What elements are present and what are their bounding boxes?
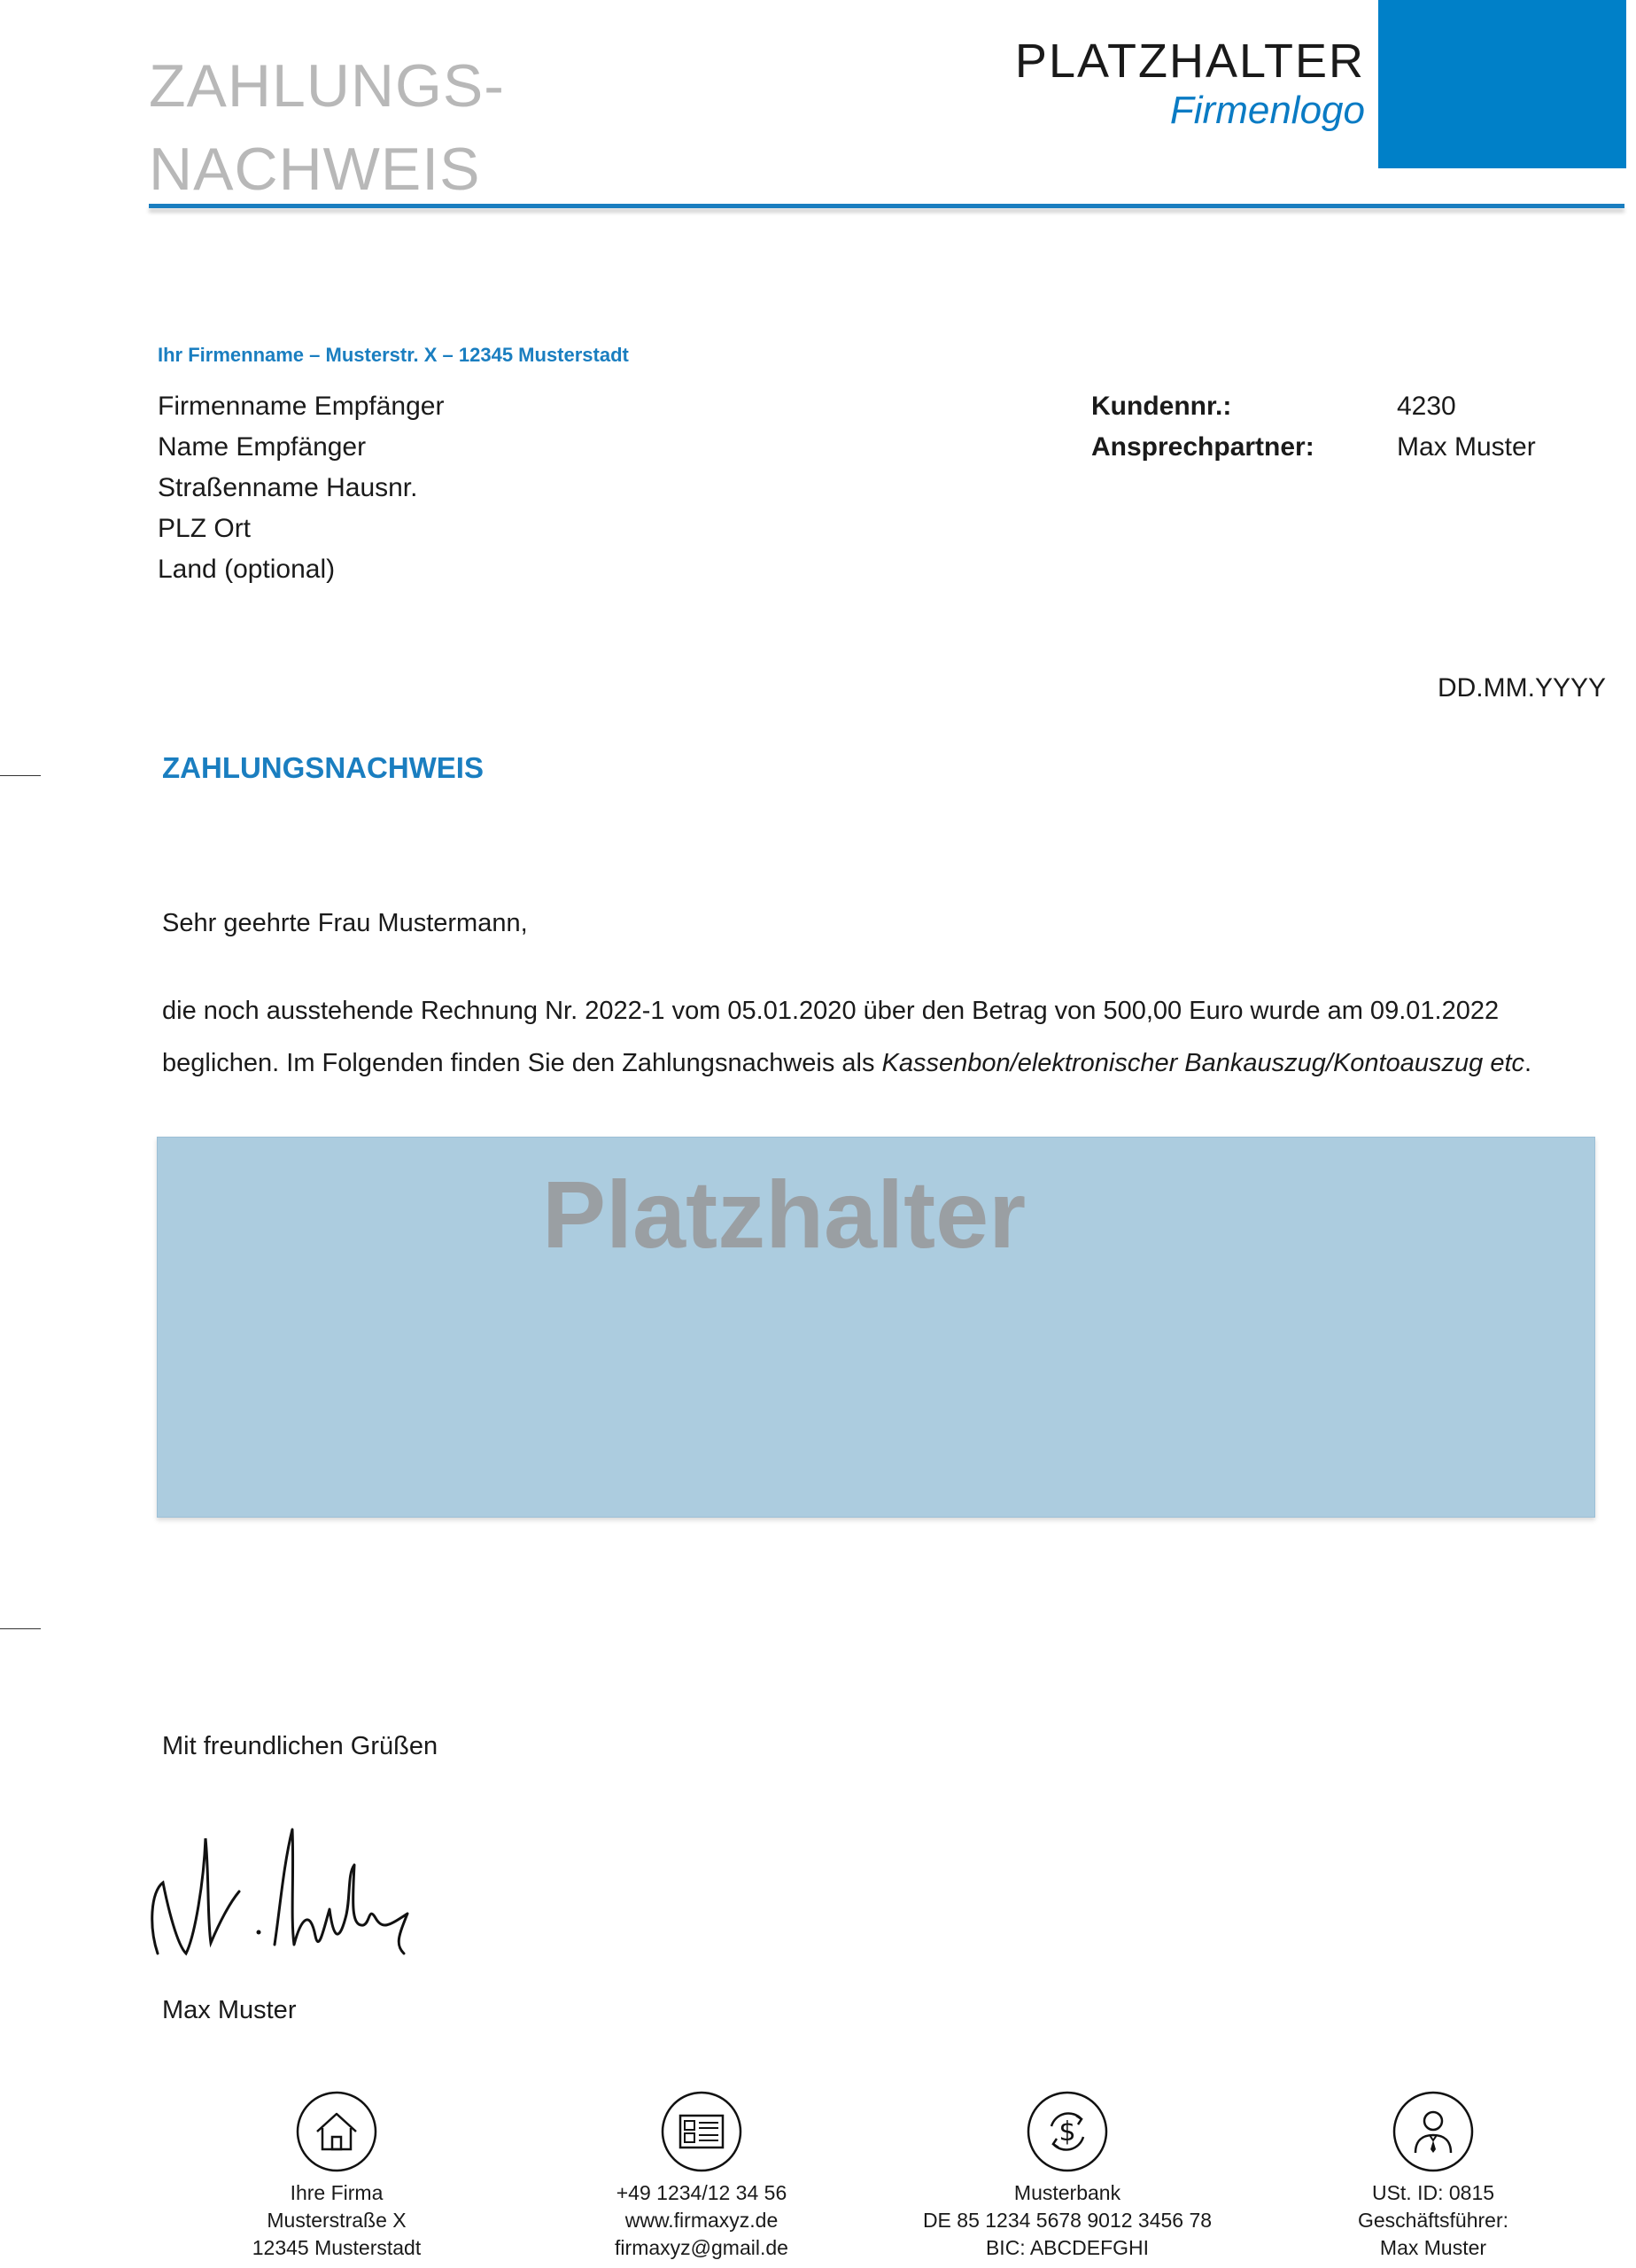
- svg-text:$: $: [1058, 2117, 1076, 2148]
- recipient-company: Firmenname Empfänger: [158, 392, 445, 421]
- recipient-city: PLZ Ort: [158, 514, 252, 543]
- signature: [142, 1821, 425, 1980]
- footer-bank-line-2: DE 85 1234 5678 9012 3456 78: [922, 2209, 1213, 2232]
- footer-legal-line-2: Geschäftsführer:: [1357, 2209, 1509, 2232]
- placeholder-label: Platzhalter: [542, 1161, 1027, 1268]
- contact-person-value: Max Muster: [1397, 432, 1536, 462]
- footer-contact: [516, 2091, 888, 2262]
- house-icon: [296, 2091, 377, 2172]
- footer-legal-line-3: Max Muster: [1379, 2236, 1487, 2259]
- footer-legal: [1247, 2091, 1619, 2262]
- closing: Mit freundlichen Grüßen: [162, 1732, 438, 1760]
- fold-mark-bottom: [0, 1628, 41, 1629]
- dollar-exchange-icon: [1027, 2091, 1108, 2172]
- body-line-2-end: .: [1524, 1049, 1532, 1077]
- contact-card-icon: [661, 2091, 742, 2172]
- signer-name: Max Muster: [162, 1996, 297, 2024]
- logo-main-text: PLATZHALTER: [1014, 35, 1365, 88]
- businessman-icon: [1392, 2091, 1474, 2172]
- body-line-2-italic: Kassenbon/elektronischer Bankauszug/Kontoauszug etc: [881, 1049, 1524, 1077]
- footer-bank-line-1: Musterbank: [1013, 2181, 1121, 2204]
- recipient-name: Name Empfänger: [158, 432, 367, 462]
- fold-mark-top: [0, 775, 41, 776]
- document-title-line-1: ZAHLUNGS-: [149, 52, 505, 120]
- customer-number-value: 4230: [1397, 392, 1456, 421]
- recipient-street: Straßenname Hausnr.: [158, 473, 418, 502]
- customer-number-label: Kundennr.:: [1091, 392, 1232, 421]
- footer-bank: [881, 2091, 1253, 2262]
- footer-contact-line-2: www.firmaxyz.de: [624, 2209, 779, 2232]
- footer-contact-line-1: +49 1234/12 34 56: [616, 2181, 787, 2204]
- sender-line: Ihr Firmenname – Musterstr. X – 12345 Musterstadt: [158, 344, 629, 366]
- footer-contact-line-3: firmaxyz@gmail.de: [615, 2236, 788, 2259]
- footer: [151, 2091, 1621, 2268]
- contact-person-label: Ansprechpartner:: [1091, 432, 1314, 462]
- body-line-2: [162, 1037, 1531, 1089]
- body-line-1: die noch ausstehende Rechnung Nr. 2022-1 vom 05.01.2020 über den Betrag von 500,00 Euro wurde am 09.01.2022: [162, 997, 1500, 1025]
- recipient-address: [158, 386, 444, 590]
- footer-legal-line-1: USt. ID: 0815: [1371, 2181, 1495, 2204]
- footer-company: [151, 2091, 523, 2262]
- salutation: Sehr geehrte Frau Mustermann,: [162, 909, 528, 937]
- footer-company-line-2: Musterstraße X: [267, 2209, 407, 2232]
- header-rule: [149, 204, 1624, 208]
- document-title-line-2: NACHWEIS: [149, 136, 481, 203]
- recipient-country: Land (optional): [158, 555, 336, 584]
- footer-bank-line-3: BIC: ABCDEFGHI: [985, 2236, 1150, 2259]
- meta-labels: [1091, 386, 1314, 468]
- meta-values: [1397, 386, 1536, 468]
- subject-heading: ZAHLUNGSNACHWEIS: [162, 751, 484, 784]
- document-date: DD.MM.YYYY: [1437, 673, 1606, 703]
- logo-sub-text: Firmenlogo: [1169, 89, 1365, 132]
- footer-company-line-3: 12345 Musterstadt: [252, 2236, 422, 2259]
- body-line-2-plain: beglichen. Im Folgenden finden Sie den Zahlungsnachweis als: [162, 1049, 882, 1077]
- footer-company-line-1: Ihre Firma: [290, 2181, 384, 2204]
- logo-block: [1378, 0, 1626, 168]
